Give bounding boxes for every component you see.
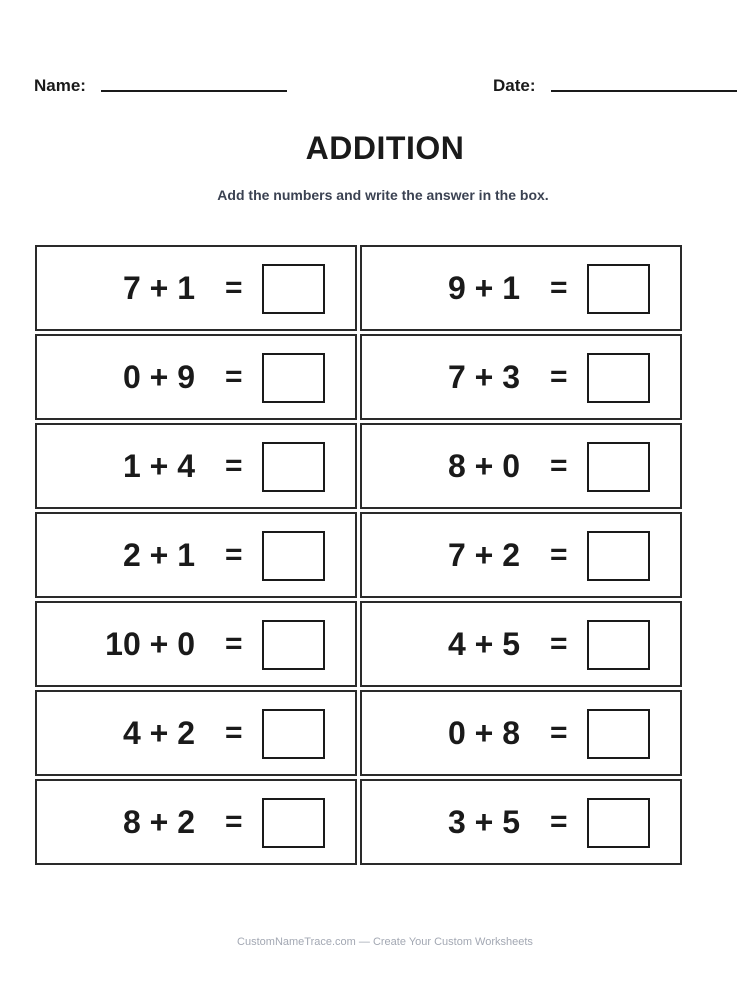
problem-cell bbox=[35, 512, 357, 598]
problem-expression: 10 + 0 bbox=[105, 625, 195, 662]
answer-box[interactable] bbox=[262, 353, 325, 403]
answer-box[interactable] bbox=[587, 353, 650, 403]
footer-credit: CustomNameTrace.com — Create Your Custom Worksheets bbox=[237, 936, 533, 948]
problem-cell bbox=[360, 601, 682, 687]
answer-box[interactable] bbox=[262, 709, 325, 759]
answer-box[interactable] bbox=[587, 531, 650, 581]
problem-cell bbox=[360, 334, 682, 420]
problem-expression: 8 + 2 bbox=[122, 803, 195, 840]
date-line[interactable] bbox=[551, 90, 737, 92]
problem-cell bbox=[35, 334, 357, 420]
problem-expression: 7 + 2 bbox=[447, 536, 520, 573]
worksheet-instructions: Add the numbers and write the answer in the box. bbox=[217, 187, 549, 203]
problem-expression: 1 + 4 bbox=[122, 447, 195, 484]
answer-box[interactable] bbox=[587, 798, 650, 848]
problem-expression: 0 + 9 bbox=[122, 358, 195, 395]
problem-expression: 4 + 2 bbox=[122, 714, 195, 751]
problem-expression: 9 + 1 bbox=[447, 269, 520, 306]
name-line[interactable] bbox=[101, 90, 287, 92]
answer-box[interactable] bbox=[587, 709, 650, 759]
problem-cell bbox=[360, 245, 682, 331]
equals-sign: = bbox=[225, 449, 243, 482]
answer-box[interactable] bbox=[587, 620, 650, 670]
answer-box[interactable] bbox=[262, 264, 325, 314]
problem-expression: 7 + 3 bbox=[447, 358, 520, 395]
problem-cell bbox=[360, 423, 682, 509]
equals-sign: = bbox=[225, 627, 243, 660]
problem-grid bbox=[35, 245, 682, 865]
problem-cell bbox=[35, 423, 357, 509]
worksheet-title: ADDITION bbox=[305, 130, 465, 166]
problem-cell bbox=[360, 690, 682, 776]
name-label: Name: bbox=[34, 76, 86, 95]
equals-sign: = bbox=[225, 538, 243, 571]
problem-cell bbox=[35, 690, 357, 776]
equals-sign: = bbox=[550, 627, 568, 660]
problem-expression: 4 + 5 bbox=[447, 625, 520, 662]
answer-box[interactable] bbox=[262, 442, 325, 492]
equals-sign: = bbox=[550, 538, 568, 571]
equals-sign: = bbox=[225, 805, 243, 838]
date-label: Date: bbox=[493, 76, 536, 95]
answer-box[interactable] bbox=[262, 531, 325, 581]
answer-box[interactable] bbox=[587, 442, 650, 492]
problem-cell bbox=[35, 601, 357, 687]
problem-expression: 3 + 5 bbox=[447, 803, 520, 840]
answer-box[interactable] bbox=[262, 620, 325, 670]
problem-expression: 7 + 1 bbox=[122, 269, 195, 306]
equals-sign: = bbox=[550, 360, 568, 393]
problem-cell bbox=[360, 512, 682, 598]
answer-box[interactable] bbox=[262, 798, 325, 848]
equals-sign: = bbox=[550, 805, 568, 838]
answer-box[interactable] bbox=[587, 264, 650, 314]
problem-expression: 0 + 8 bbox=[447, 714, 520, 751]
equals-sign: = bbox=[550, 449, 568, 482]
equals-sign: = bbox=[550, 716, 568, 749]
problem-expression: 2 + 1 bbox=[122, 536, 195, 573]
problem-cell bbox=[360, 779, 682, 865]
problem-cell bbox=[35, 245, 357, 331]
equals-sign: = bbox=[225, 360, 243, 393]
problem-expression: 8 + 0 bbox=[447, 447, 520, 484]
problem-cell bbox=[35, 779, 357, 865]
equals-sign: = bbox=[225, 716, 243, 749]
equals-sign: = bbox=[550, 271, 568, 304]
equals-sign: = bbox=[225, 271, 243, 304]
